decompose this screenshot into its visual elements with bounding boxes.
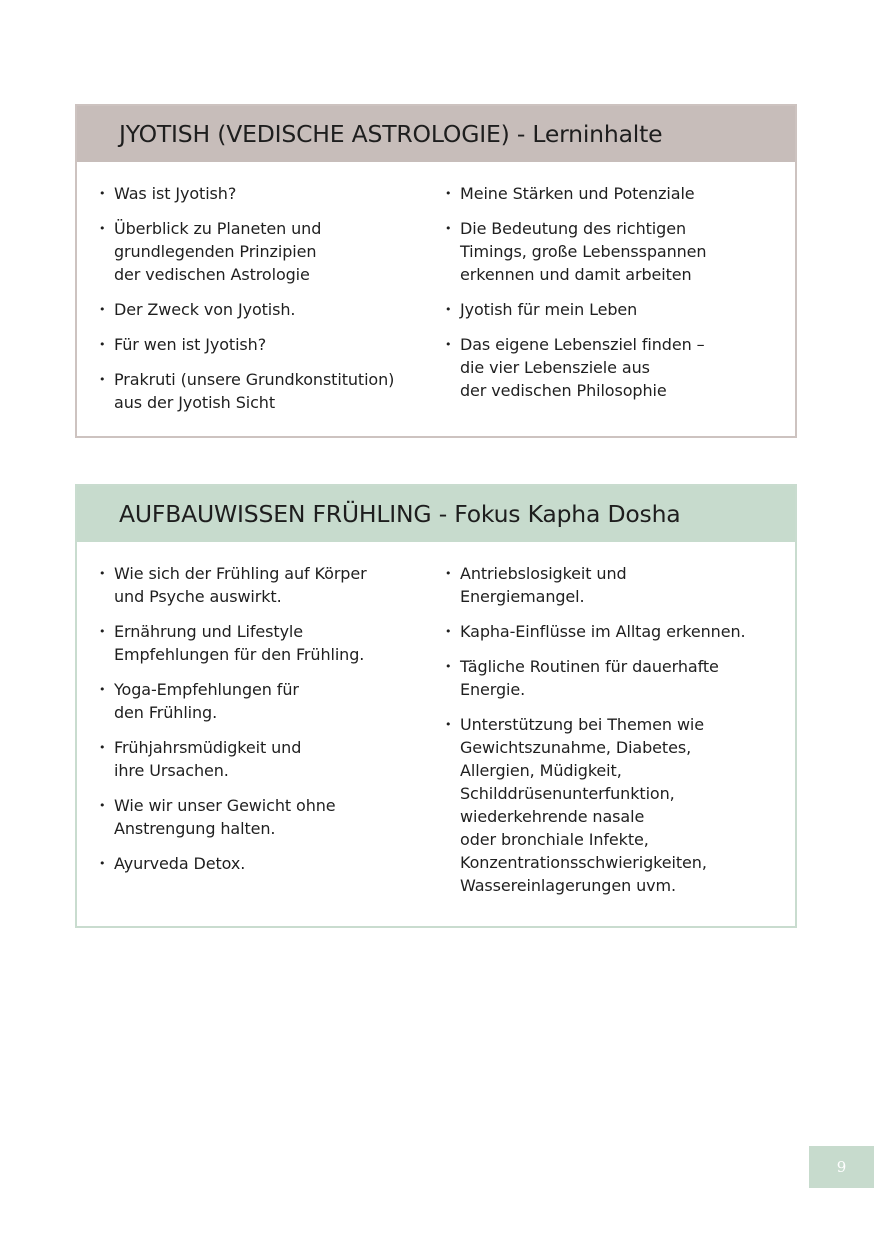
fruehling-section — [75, 484, 797, 928]
list-item: • Was ist Jyotish? — [99, 182, 419, 205]
list-item: • Yoga-Empfehlungen für den Frühling. — [99, 678, 419, 724]
fruehling-left-list — [99, 562, 419, 887]
list-item: • Unterstützung bei Themen wie Gewichtszunahme, Diabetes, Allergien, Müdigkeit, Schilddrüsenunterfunktion, wiederkehrende nasale oder bronchiale Infekte, Konzentrationsschwierigkeiten, Wassereinlagerungen uvm. — [445, 713, 775, 897]
list-item: • Frühjahrsmüdigkeit und ihre Ursachen. — [99, 736, 419, 782]
fruehling-section-header — [77, 486, 795, 542]
list-item: • Wie wir unser Gewicht ohne Anstrengung halten. — [99, 794, 419, 840]
page-number: 9 — [809, 1146, 874, 1188]
list-item: • Der Zweck von Jyotish. — [99, 298, 419, 321]
list-item: • Antriebslosigkeit und Energiemangel. — [445, 562, 775, 608]
jyotish-section — [75, 104, 797, 438]
list-item: • Die Bedeutung des richtigen Timings, große Lebensspannen erkennen und damit arbeiten — [445, 217, 775, 286]
list-item: • Ernährung und Lifestyle Empfehlungen für den Frühling. — [99, 620, 419, 666]
list-item: • Wie sich der Frühling auf Körper und Psyche auswirkt. — [99, 562, 419, 608]
jyotish-section-header — [77, 106, 795, 162]
list-item: • Ayurveda Detox. — [99, 852, 419, 875]
list-item: • Tägliche Routinen für dauerhafte Energie. — [445, 655, 775, 701]
list-item: • Kapha-Einflüsse im Alltag erkennen. — [445, 620, 775, 643]
jyotish-left-list — [99, 182, 419, 426]
jyotish-section-title: JYOTISH (VEDISCHE ASTROLOGIE) - Lerninhalte — [119, 120, 663, 148]
list-item: • Überblick zu Planeten und grundlegenden Prinzipien der vedischen Astrologie — [99, 217, 419, 286]
jyotish-right-list — [445, 182, 775, 414]
list-item: • Prakruti (unsere Grundkonstitution) aus der Jyotish Sicht — [99, 368, 419, 414]
fruehling-section-title: AUFBAUWISSEN FRÜHLING - Fokus Kapha Dosha — [119, 500, 681, 528]
list-item: • Jyotish für mein Leben — [445, 298, 775, 321]
list-item: • Meine Stärken und Potenziale — [445, 182, 775, 205]
list-item: • Das eigene Lebensziel finden – die vier Lebensziele aus der vedischen Philosophie — [445, 333, 775, 402]
list-item: • Für wen ist Jyotish? — [99, 333, 419, 356]
fruehling-right-list — [445, 562, 775, 909]
